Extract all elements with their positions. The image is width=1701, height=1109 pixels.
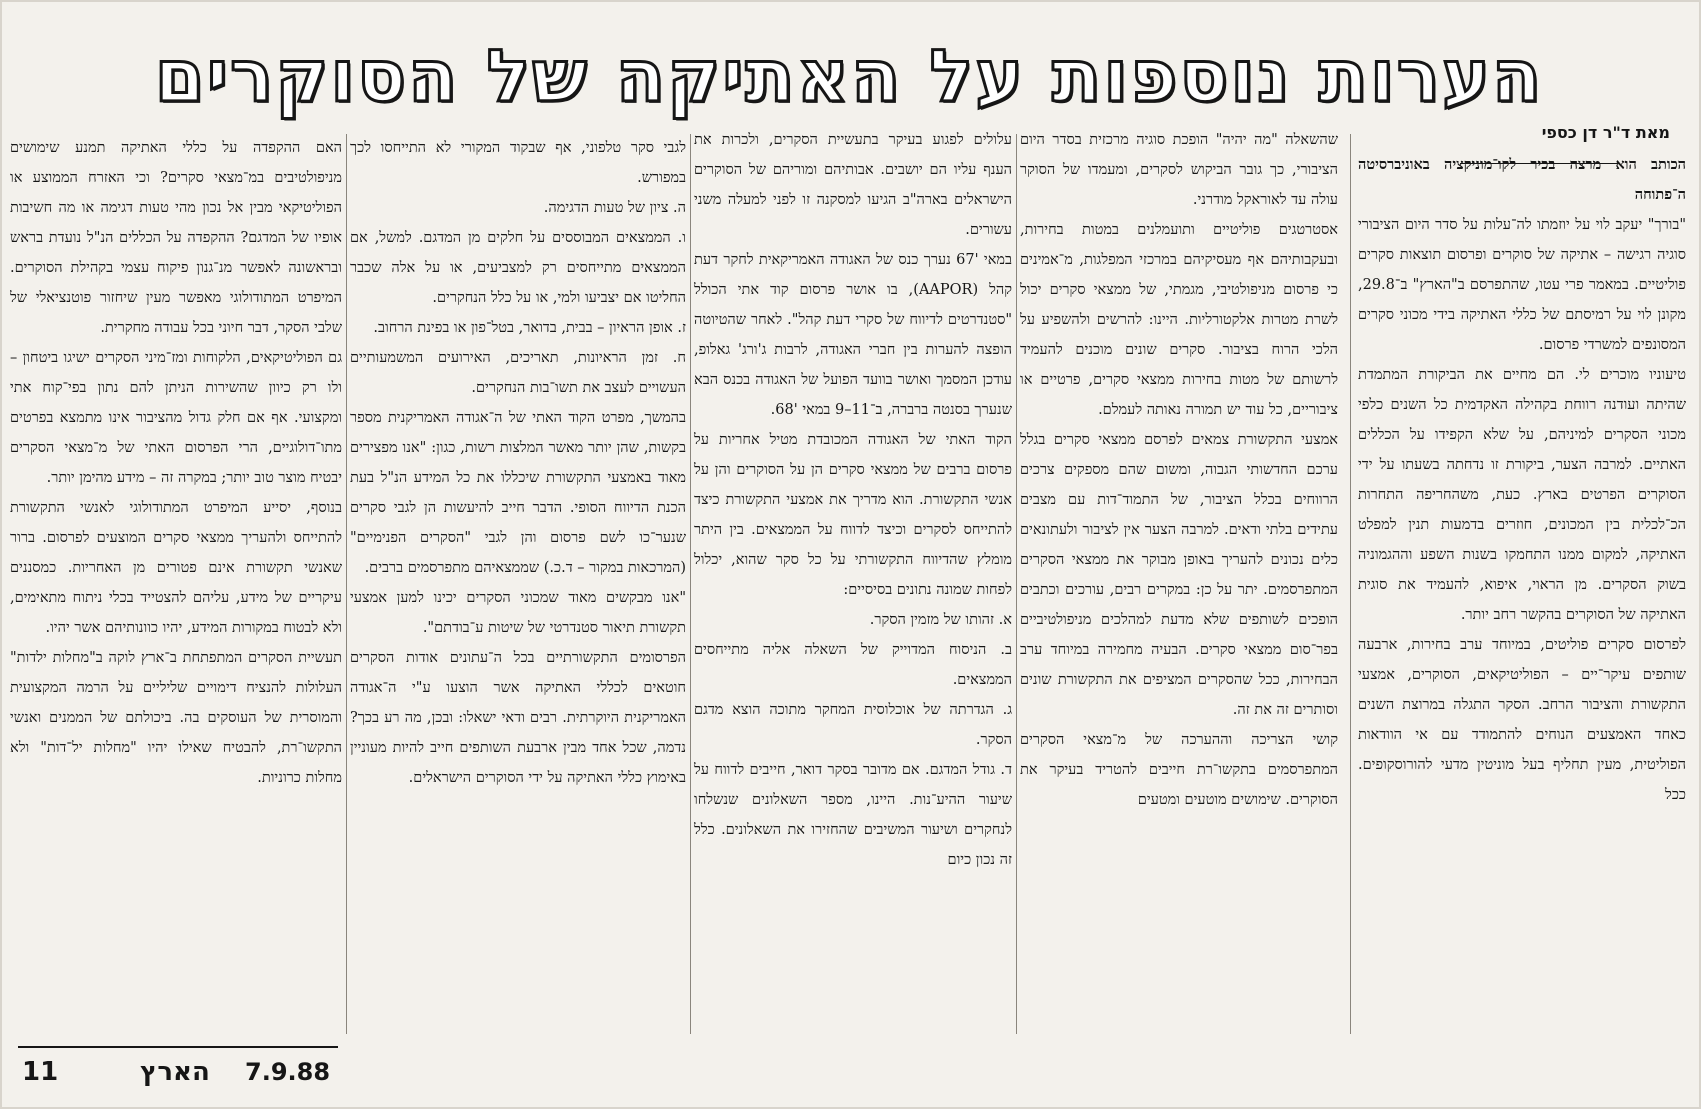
paragraph: הפרסומים התקשורתיים בכל ה־עתונים אודות הסקרים חוטאים לכללי האתיקה אשר הוצעו ע"י ה־אגודה האמריקנית היוקרתית. רבים ודאי ישאלו: ובכן, מה רע בכך? נדמה, שכל אחד מבין ארבעת השותפים חייב להיות מעוניין באימוץ כללי האתיקה על ידי הסוקרים הישראלים. <box>350 650 686 786</box>
paragraph: בנוסף, יסייע המיפרט המתודולוגי לאנשי התקשורת להתייחס ולהעריך ממצאי סקרים המוצעים לפרסום. ברור שאנשי תקשורת אינם פטורים מן האחריות. כמסננים עיקריים של מידע, עליהם להצטייד בכלי ניתוח מתאימים, ולא לבטוח במקורות המידע, יהיו כוונותיהם אשר יהיו. <box>10 500 342 636</box>
paragraph: "אנו מבקשים מאוד שמכוני הסקרים יכינו למען אמצעי תקשורת תיאור סטנדרטי של שיטות ע־בודתם". <box>350 590 686 636</box>
paragraph: עלולים לפגוע בעיקר בתעשיית הסקרים, ולכרות את הענף עליו הם יושבים. אבותיהם ומוריהם של הסוקרים הישראלים בארה"ב הגיעו למסקנה זו לפני למעלה משני עשורים. <box>694 132 1012 238</box>
headline: הערות נוספות על האתיקה של הסוקרים <box>154 34 1544 118</box>
paragraph: טיעוניו מוכרים לי. הם מחיים את הביקורת המתמדת שהיתה ועודנה רווחת בקהילה האקדמית כל השנים כלפי מכוני הסקרים למיניהם, על שלא הקפידו על הכללים האתיים. למרבה הצער, ביקורת זו נדחתה בשעתו על ידי הסוקרים הפרטים בארץ. כעת, משהחריפה התחרות הכ־לכלית בין המכונים, חוזרים בדמעות תנין למפלט האתיקה, למקום ממנו התחמקו בשנות השפע וההגמוניה בשוק הסקרים. מן הראוי, איפוא, להעמיד את סוגית האתיקה של הסוקרים בהקשר רחב יותר. <box>1358 367 1686 623</box>
list-item: ח. זמן הראיונות, תאריכים, האירועים המשמעותיים העשויים לעצב את תשו־בות הנחקרים. <box>350 350 686 396</box>
paragraph: בהמשך, מפרט הקוד האתי של ה־אגודה האמריקנית מספר בקשות, שהן יותר מאשר המלצות רשות, כגון: "אנו מפצירים מאוד באמצעי התקשורת שיכללו את כל המידע הנ"ל בעת הכנת הדיווח הסופי. הדבר חייב להיעשות הן לגבי סקרים שנער־כו לשם פרסום והן לגבי "הסקרים הפנימיים" (המרכאות במקור – ד.כ.) שממצאיהם מתפרסמים ברבים. <box>350 410 686 576</box>
list-item: ב. הניסוח המדוייק של השאלה אליה מתייחסים הממצאים. <box>694 642 1012 688</box>
column-divider <box>690 134 691 1034</box>
list-item: ד. גודל המדגם. אם מדובר בסקר דואר, חייבים לדווח על שיעור ההיע־נות. היינו, מספר השאלונים שנשלחו לנחקרים ושיעור המשיבים שהחזירו את השאלונים. כלל זה נכון כיום <box>694 762 1012 868</box>
paragraph: "בורך" יעקב לוי על יוזמתו לה־עלות על סדר היום הציבורי סוגיה רגישה – אתיקה של סוקרים ופרסום תוצאות סקרים פוליטיים. במאמר פרי עטו, שהתפרסם ב"הארץ" ב־29.8, מקונן לוי על רמיסתם של כללי האתיקה בידי מכוני סקרים המסונפים למשרדי פרסום. <box>1358 217 1686 353</box>
byline: מאת ד"ר דן כספי <box>1541 123 1670 142</box>
article-column-2 <box>1020 125 1338 1025</box>
article-column-5 <box>10 133 342 1033</box>
paragraph: לגבי סקר טלפוני, אף שבקוד המקורי לא התייחסו לכך במפורש. <box>350 140 686 186</box>
paragraph: אסטרטגים פוליטיים ותועמלנים במטות בחירות, ובעקבותיהם אף מעסיקיהם במרכזי המפלגות, מ־אמינים כי פרסום מניפולטיבי, מגמתי, של ממצאי סקרים יכול לשרת מטרות אלקטורליות. היינו: להרשים ולהשפיע על הלכי הרוח בציבור. סקרים שונים מוכנים להעמיד לרשותם של מטות בחירות ממצאי סקרים, פרטיים או ציבוריים, כל עוד יש תמורה נאותה לעמלם. <box>1020 222 1338 418</box>
publication-date: 7.9.88 <box>245 1058 331 1086</box>
list-item: ו. הממצאים המבוססים על חלקים מן המדגם. למשל, אם הממצאים מתייחסים רק למצביעים, או על אלה שכבר החליטו אם יצביעו ולמי, או על כלל הנחקרים. <box>350 230 686 306</box>
article-column-1 <box>1358 150 1686 1050</box>
paragraph: שהשאלה "מה יהיה" הופכת סוגיה מרכזית בסדר היום הציבורי, כך גובר הביקוש לסקרים, ומעמדו של הסוקר עולה עד לאוראקל מודרני. <box>1020 132 1338 208</box>
column-divider <box>346 134 347 1034</box>
page-number: 11 <box>22 1057 59 1087</box>
author-note: הכותב הוא מרצה בכיר לקו־מוניקציה באוניברסיטה ה־פתוחה <box>1358 156 1686 203</box>
footer-divider <box>18 1046 338 1048</box>
paragraph: במאי '67 נערך כנס של האגודה האמריקאית לחקר דעת קהל (AAPOR), בו אושר פרסום קוד אתי הכולל "סטנדרטים לדיווח של סקרי דעת קהל". לאחר שהטיוטה הופצה להערות בין חברי האגודה, לרבות ג'ורג' גאלופ, עודכן המסמך ואושר בוועד הפועל של האגודה בכנס הבא שנערך בסנטה ברברה, ב־11–9 במאי '68. <box>694 252 1012 418</box>
paragraph: גם הפוליטיקאים, הלקוחות ומז־מיני הסקרים ישיגו ביטחון – ולו רק כיוון שהשירות הניתן להם נתון בפי־קוח אתי ומקצועי. אף אם חלק גדול מהציבור אינו מתמצא בפרטים מתו־דולוגיים, הרי הפרסום האתי של מ־מצאי הסקרים יבטיח מוצר טוב יותר; במקרה זה – מידע מהימן יותר. <box>10 350 342 486</box>
list-item: ז. אופן הראיון – בבית, בדואר, בטל־פון או בפינת הרחוב. <box>373 320 686 336</box>
list-item: ג. הגדרתה של אוכלוסית המחקר מתוכה הוצא מדגם הסקר. <box>694 702 1012 748</box>
newspaper-name: הארץ <box>140 1057 210 1087</box>
paragraph: לפרסום סקרים פוליטים, במיוחד ערב בחירות, ארבעה שותפים עיקר־יים – הפוליטיקאים, הסוקרים, אמצעי התקשורת והציבור הרחב. הסקר התגלה במרוצת השנים כאחד האמצעים הנוחים להתמודד עם אי הוודאות הפוליטית, מעין תחליף בעל מוניטין מדעי להורוסקופים. ככל <box>1358 637 1686 803</box>
paragraph: אמצעי התקשורת צמאים לפרסם ממצאי סקרים בגלל ערכם החדשותי הגבוה, ומשום שהם מספקים צרכים הרווחים בכלל הציבור, של התמוד־דות עם מצבים עתידים בלתי ודאים. למרבה הצער אין לציבור ולעתונאים כלים נכונים להעריך באופן מבוקר את ממצאי הסקרים המתפרסמים. יתר על כן: במקרים רבים, עורכים וכתבים הופכים לשותפים שלא מדעת למהלכים מניפולטיביים בפר־סום ממצאי סקרים. הבעיה מחמירה במיוחד ערב הבחירות, ככל שהסקרים המציפים את התקשורת שונים וסותרים זה את זה. <box>1020 432 1338 718</box>
list-item: א. זהותו של מזמין הסקר. <box>869 612 1012 628</box>
paragraph: האם ההקפדה על כללי האתיקה תמנע שימושים מניפולטיבים במ־מצאי סקרים? וכי האזרח הממוצע או הפוליטיקאי מבין אל נכון מהי טעות דגימה או מה חשיבות אופיו של המדגם? ההקפדה על הכללים הנ"ל נועדת בראש ובראשונה לאפשר מנ־גנון פיקוח עצמי בקהילת הסוקרים. המיפרט המתודולוגי מאפשר מעין שיחזור פוטנציאלי של שלבי הסקר, דבר חיוני בכל עבודה מחקרית. <box>10 140 342 336</box>
paragraph: הקוד האתי של האגודה המכובדת מטיל אחריות על פרסום ברבים של ממצאי סקרים הן על הסוקרים והן על אנשי התקשורת. הוא מדריך את אמצעי התקשורת כיצד להתייחס לסקרים וכיצד לדווח על הממצאים. בין היתר מומלץ שהדיווח התקשורתי על כל סקר שהוא, יכלול לפחות שמונה נתונים בסיסיים: <box>694 432 1012 598</box>
article-column-3 <box>694 125 1012 1025</box>
list-item: ה. ציון של טעות הדגימה. <box>543 200 686 216</box>
column-divider <box>1016 134 1017 1034</box>
paragraph: קושי הצריכה וההערכה של מ־מצאי הסקרים המתפרסמים בתקשו־רת חייבים להטריד בעיקר את הסוקרים. שימושים מוטעים ומטעים <box>1020 732 1338 808</box>
column-divider <box>1350 134 1351 1034</box>
paragraph: תעשיית הסקרים המתפתחת ב־ארץ לוקה ב"מחלות ילדות" העלולות להנציח דימויים שליליים על הרמה המקצועית והמוסרית של העוסקים בה. ביכולתם של הממנים ואנשי התקשו־רת, להבטיח שאילו יהיו "מחלות יל־דות" ולא מחלות כרוניות. <box>10 650 342 786</box>
article-column-4 <box>350 133 686 1033</box>
